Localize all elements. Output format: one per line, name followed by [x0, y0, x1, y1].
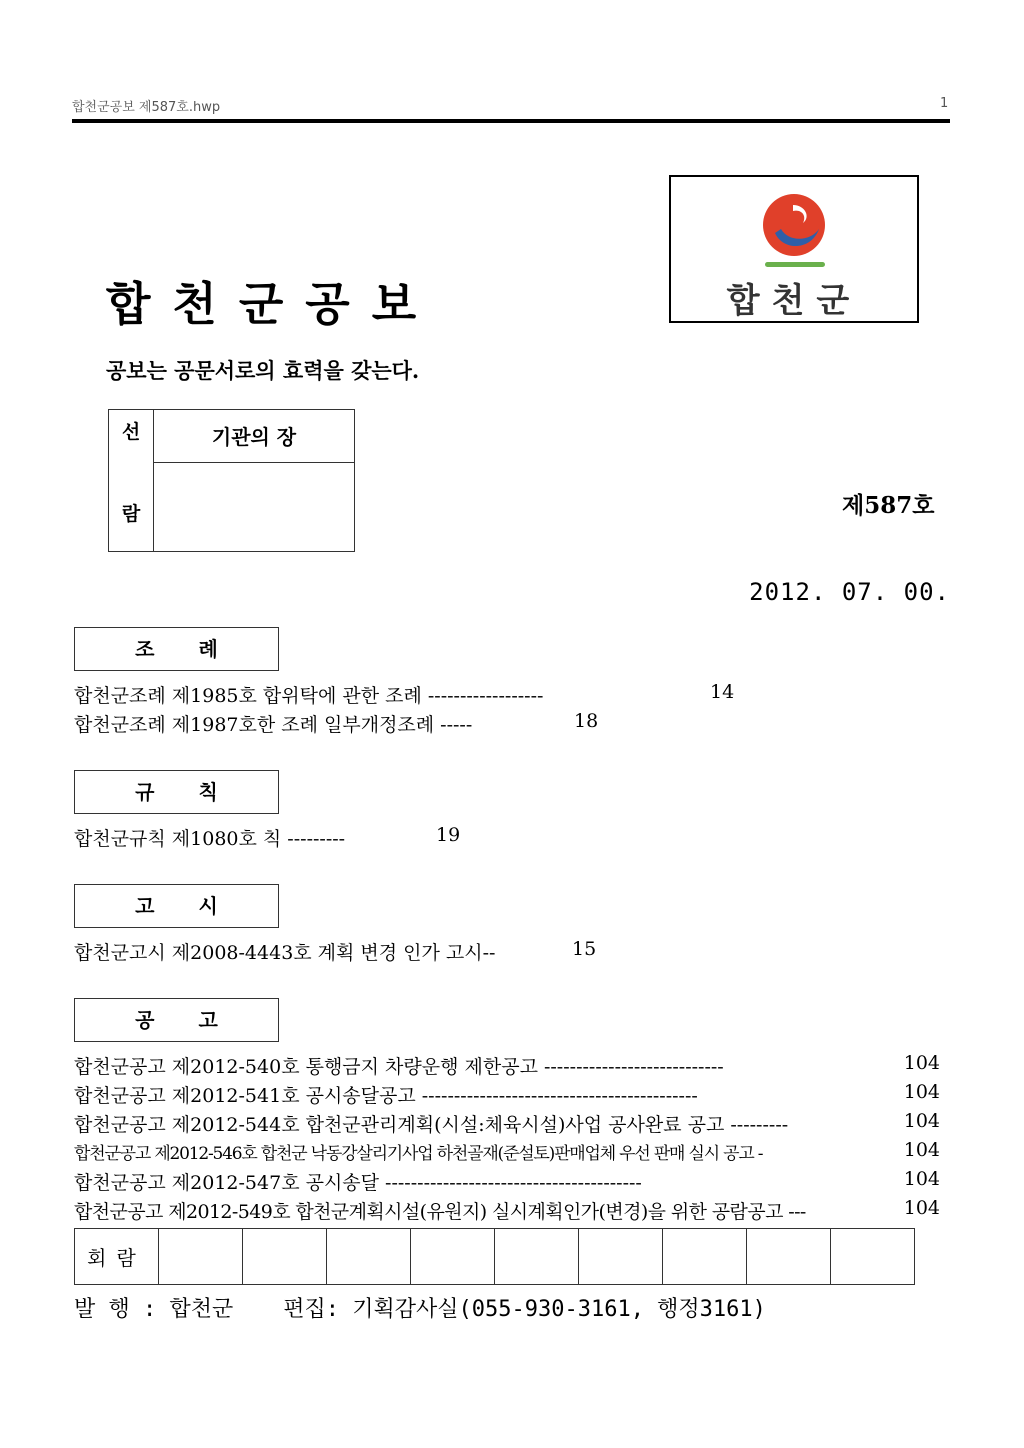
toc-entry-text: 합천군공고 제2012-541호 공시송달공고 ------------------------------------------- — [74, 1085, 698, 1107]
section-announcement-heading: 공고 — [74, 998, 279, 1042]
issue-date: 2012. 07. 00. — [749, 578, 950, 606]
toc-entry[interactable] — [74, 938, 597, 965]
routing-side-label — [109, 410, 154, 552]
circulation-signature-cell[interactable] — [831, 1229, 915, 1285]
toc-entry-page: 104 — [903, 1081, 940, 1103]
section-notice-heading: 고시 — [74, 884, 279, 928]
routing-head: 기관의 장 — [154, 410, 355, 463]
circulation-signature-cell[interactable] — [663, 1229, 747, 1285]
toc-entry-text: 합천군공고 제2012-540호 통행금지 차량운행 제한공고 ---------------------------- — [74, 1056, 724, 1078]
footer-publisher: 발 행 : 합천군 — [74, 1297, 234, 1322]
page-title: 합천군공보 — [106, 277, 439, 331]
issue-number: 제587호 — [842, 492, 935, 519]
toc-entry[interactable] — [74, 1197, 940, 1223]
county-logo — [669, 175, 919, 323]
section-rule-heading: 규칙 — [74, 770, 279, 814]
routing-side-bottom: 람 — [121, 503, 141, 525]
routing-table — [108, 409, 355, 552]
toc-entry[interactable] — [74, 681, 735, 708]
header-filename: 합천군공보 제587호.hwp — [72, 100, 221, 115]
toc-entry[interactable] — [74, 1052, 940, 1078]
toc-entry-text: 합천군공고 제2012-547호 공시송달 ---------------------------------------- — [74, 1172, 642, 1194]
circulation-table — [74, 1228, 915, 1285]
section-ordinance-heading: 조례 — [74, 627, 279, 671]
circulation-signature-cell[interactable] — [243, 1229, 327, 1285]
toc-entry[interactable] — [74, 710, 599, 737]
toc-entry-text: 합천군조례 제1987호한 조례 일부개정조례 ----- — [74, 714, 473, 736]
header-page-number: 1 — [940, 96, 949, 111]
toc-entry-text: 합천군조례 제1985호 합위탁에 관한 조례 ------------------ — [74, 685, 544, 707]
circulation-signature-cell[interactable] — [411, 1229, 495, 1285]
footer-editor: 편집: 기획감사실(055-930-3161, 행정3161) — [283, 1297, 766, 1322]
toc-entry-page: 14 — [710, 681, 735, 703]
header-rule — [72, 119, 950, 123]
circulation-signature-cell[interactable] — [579, 1229, 663, 1285]
toc-entry-page: 15 — [572, 938, 597, 960]
toc-entry[interactable] — [74, 1139, 940, 1165]
toc-entry-page: 104 — [903, 1052, 940, 1074]
toc-entry-page: 19 — [436, 824, 461, 846]
toc-entry-page: 104 — [903, 1197, 940, 1219]
toc-entry[interactable] — [74, 1081, 940, 1107]
toc-entry[interactable] — [74, 824, 461, 851]
toc-entry-text: 합천군규칙 제1080호 칙 --------- — [74, 828, 346, 850]
toc-entry-text: 합천군공고 제2012-549호 합천군계획시설(유원지) 실시계획인가(변경)을 위한 공람공고 --- — [74, 1201, 806, 1223]
toc-entry-text: 합천군고시 제2008-4443호 계획 변경 인가 고시-- — [74, 942, 496, 964]
footer — [74, 1292, 766, 1323]
toc-entry[interactable] — [74, 1168, 940, 1194]
toc-entry-text: 합천군공고 제2012-544호 합천군관리계획(시설:체육시설)사업 공사완료 공고 --------- — [74, 1114, 789, 1136]
toc-entry-page: 104 — [903, 1110, 940, 1132]
subtitle: 공보는 공문서로의 효력을 갖는다. — [106, 358, 420, 383]
county-emblem-icon — [753, 189, 839, 275]
routing-signature-cell — [154, 462, 355, 551]
circulation-signature-cell[interactable] — [159, 1229, 243, 1285]
toc-entry-page: 104 — [903, 1139, 940, 1161]
routing-side-top: 선 — [121, 421, 141, 443]
circulation-label: 회람 — [75, 1229, 159, 1285]
logo-text: 합천군 — [726, 281, 862, 321]
toc-entry[interactable] — [74, 1110, 940, 1136]
toc-entry-page: 18 — [574, 710, 599, 732]
circulation-signature-cell[interactable] — [327, 1229, 411, 1285]
circulation-signature-cell[interactable] — [747, 1229, 831, 1285]
circulation-signature-cell[interactable] — [495, 1229, 579, 1285]
toc-entry-page: 104 — [903, 1168, 940, 1190]
toc-entry-text: 합천군공고 제2012-546호 합천군 낙동강살리기사업 하천골재(준설토)판매업체 우선 판매 실시 공고 - — [74, 1144, 763, 1164]
